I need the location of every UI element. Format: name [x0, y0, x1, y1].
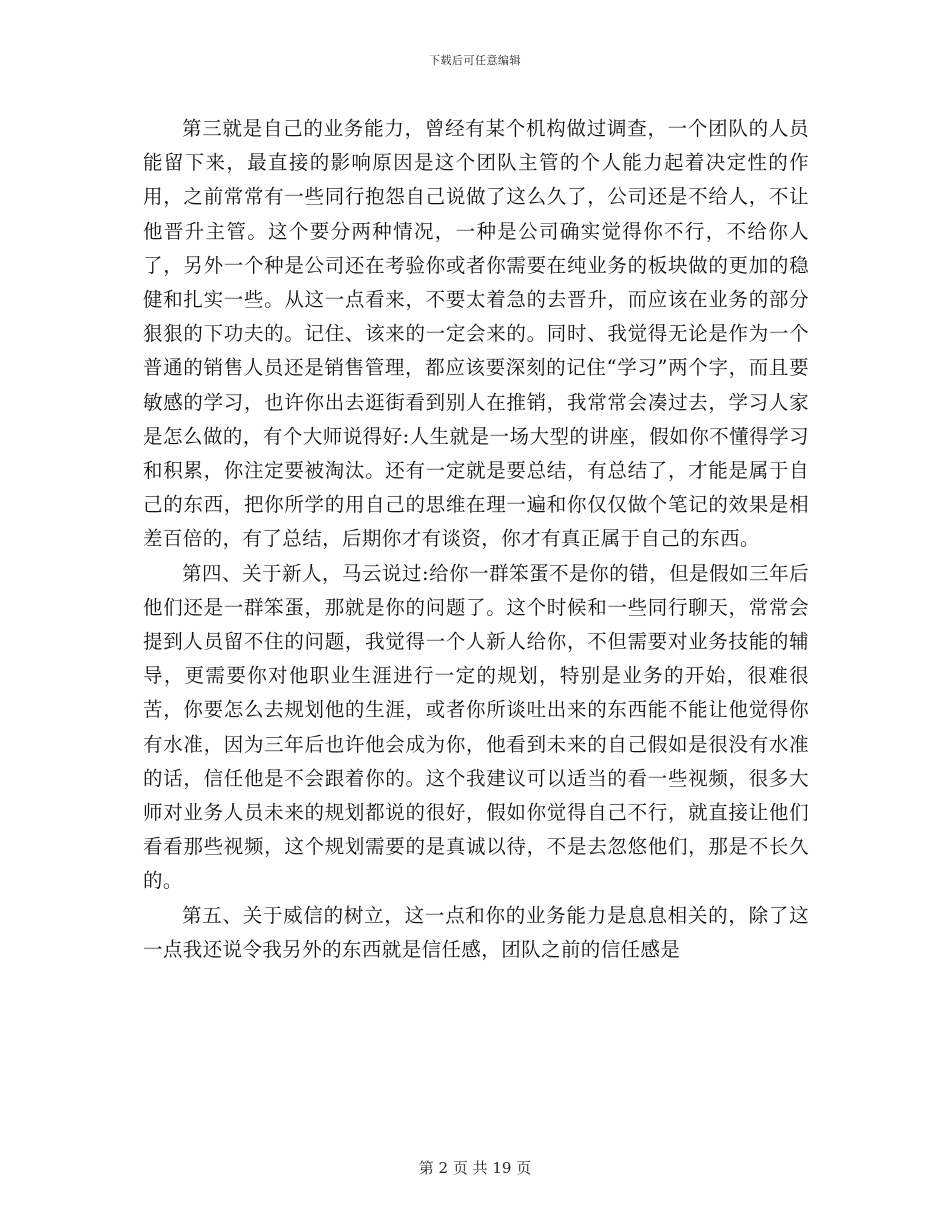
document-body	[143, 112, 809, 967]
page-header: 下载后可任意编辑	[429, 54, 521, 67]
paragraph-fifth-point: 第五、关于威信的树立，这一点和你的业务能力是息息相关的，除了这一点我还说令我另外的东西就是信任感，团队之前的信任感是	[143, 903, 809, 961]
paragraph-third-point: 第三就是自己的业务能力，曾经有某个机构做过调查，一个团队的人员能留下来，最直接的影响原因是这个团队主管的个人能力起着决定性的作用，之前常常有一些同行抱怨自己说做了这么久了，公司还是不给人，不让他晋升主管。这个要分两种情况，一种是公司确实觉得你不行，不给你人了，另外一个种是公司还在考验你或者你需要在纯业务的板块做的更加的稳健和扎实一些。从这一点看来，不要太着急的去晋升，而应该在业务的部分狠狠的下功夫的。记住、该来的一定会来的。同时、我觉得无论是作为一个普通的销售人员还是销售管理，都应该要深刻的记住“学习”两个字，而且要敏感的学习，也许你出去逛街看到别人在推销，我常常会凑过去，学习人家是怎么做的，有个大师说得好:人生就是一场大型的讲座，假如你不懂得学习和积累，你注定要被淘汰。还有一定就是要总结，有总结了，才能是属于自己的东西，把你所学的用自己的思维在理一遍和你仅仅做个笔记的效果是相差百倍的，有了总结，后期你才有谈资，你才有真正属于自己的东西。	[143, 117, 809, 551]
paragraph-fourth-point: 第四、关于新人，马云说过:给你一群笨蛋不是你的错，但是假如三年后他们还是一群笨蛋，那就是你的问题了。这个时候和一些同行聊天，常常会提到人员留不住的问题，我觉得一个人新人给你，不但需要对业务技能的辅导，更需要你对他职业生涯进行一定的规划，特别是业务的开始，很难很苦，你要怎么去规划他的生涯，或者你所谈吐出来的东西能不能让他觉得你有水准，因为三年后也许他会成为你，他看到未来的自己假如是很没有水准的话，信任他是不会跟着你的。这个我建议可以适当的看一些视频，很多大师对业务人员未来的规划都说的很好，假如你觉得自己不行，就直接让他们看看那些视频，这个规划需要的是真诚以待，不是去忽悠他们，那是不长久的。	[143, 561, 809, 893]
page-number-footer: 第 2 页 共 19 页	[418, 1159, 532, 1177]
